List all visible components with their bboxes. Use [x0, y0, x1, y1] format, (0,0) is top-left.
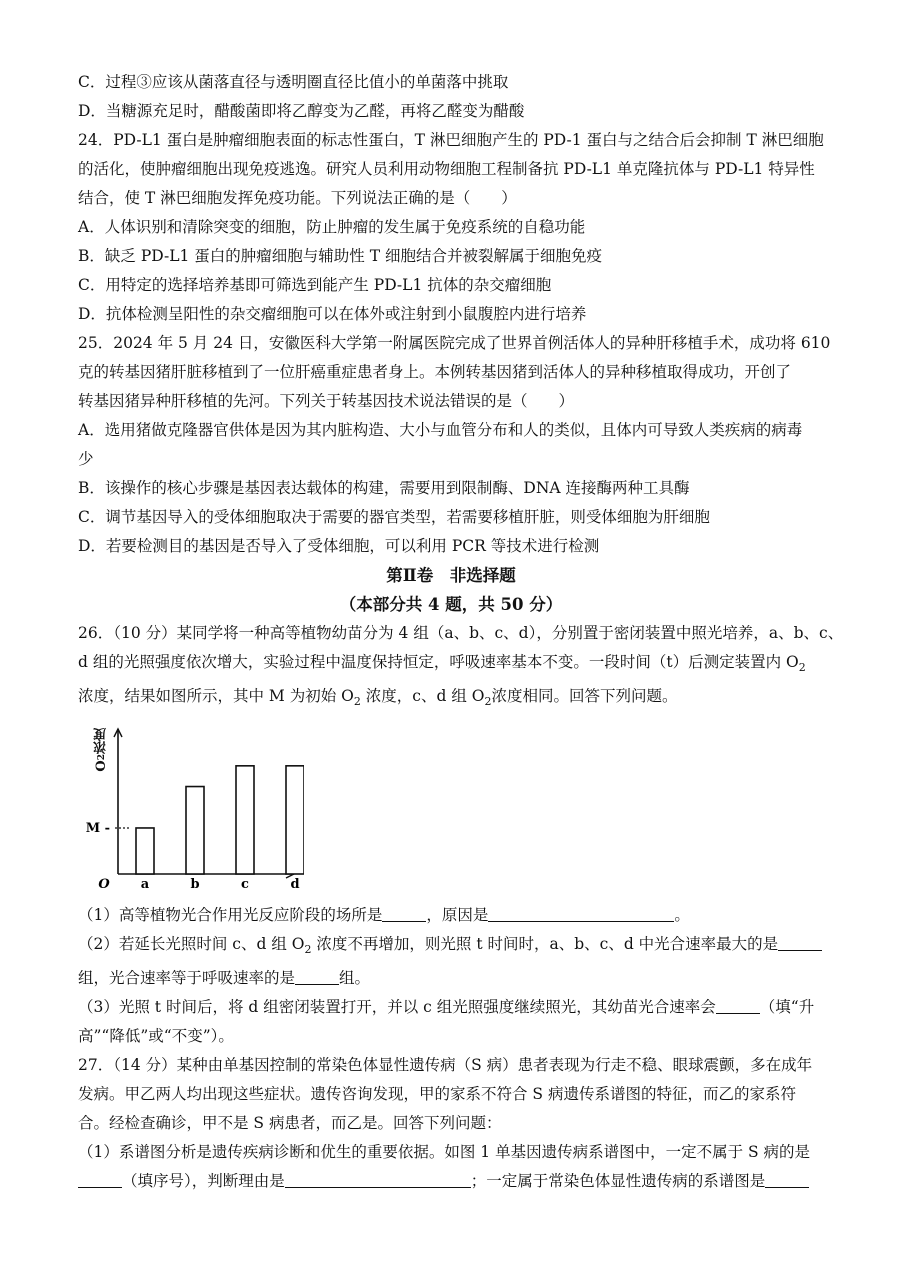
q26-part3-line1: （3）光照 t 时间后，将 d 组密闭装置打开，并以 c 组光照强度继续照光，其幼苗光合速率会 （填“升: [78, 998, 815, 1017]
q24-option-a: A．人体识别和清除突变的细胞，防止肿瘤的发生属于免疫系统的自稳功能: [78, 218, 586, 236]
x-tick-b: b: [190, 877, 200, 893]
answer-blank[interactable]: [778, 934, 822, 951]
answer-blank[interactable]: [488, 905, 674, 922]
q24-stem-line3: 结合，使 T 淋巴细胞发挥免疫功能。下列说法正确的是（ ）: [78, 189, 517, 207]
section-subtitle: （本部分共 4 题，共 50 分）: [339, 595, 563, 614]
x-tick-a: a: [140, 877, 150, 893]
option-d-prev: D．当糖源充足时，醋酸菌即将乙醇变为乙醛，再将乙醛变为醋酸: [78, 102, 525, 120]
q27-stem-line1: 27．（14 分）某种由单基因控制的常染色体显性遗传病（S 病）患者表现为行走不稳、眼球震颤，多在成年: [78, 1056, 813, 1075]
q25-stem-line3: 转基因猪异种肝移植的先河。下列关于转基因技术说法错误的是（ ）: [78, 392, 575, 410]
q24-option-d: D．抗体检测呈阳性的杂交瘤细胞可以在体外或注射到小鼠腹腔内进行培养: [78, 305, 587, 323]
q25-stem-line1: 25．2024 年 5 月 24 日，安徽医科大学第一附属医院完成了世界首例活体人的异种肝移植手术，成功将 610: [78, 334, 831, 352]
o2-bar-chart: [84, 724, 304, 899]
x-tick-c: c: [241, 877, 249, 893]
q25-option-a: A．选用猪做克隆器官供体是因为其内脏构造、大小与血管分布和人的类似，且体内可导致人类疾病的病毒: [78, 421, 803, 439]
q26-stem-line1: 26．（10 分）某同学将一种高等植物幼苗分为 4 组（a、b、c、d），分别置于密闭装置中照光培养，a、b、c、: [78, 624, 844, 642]
answer-blank[interactable]: [765, 1171, 809, 1188]
q25-option-a-cont: 少: [78, 450, 94, 468]
bar-d: [286, 766, 304, 874]
q25-option-c: C．调节基因导入的受体细胞取决于需要的器官类型，若需要移植肝脏，则受体细胞为肝细胞: [78, 508, 710, 526]
section-title: 第Ⅱ卷 非选择题: [386, 566, 516, 585]
answer-blank[interactable]: [285, 1171, 471, 1188]
q26-stem-line2: d 组的光照强度依次增大，实验过程中温度保持恒定，呼吸速率基本不变。一段时间（t）后测定装置内 $O_2$: [78, 653, 806, 675]
q24-stem-line1: 24．PD-L1 蛋白是肿瘤细胞表面的标志性蛋白，T 淋巴细胞产生的 PD-1 蛋白与之结合后会抑制 T 淋巴细胞: [78, 131, 824, 149]
q27-stem-line2: 发病。甲乙两人均出现这些症状。遗传咨询发现，甲的家系不符合 S 病遗传系谱图的特征，而乙的家系符: [78, 1085, 796, 1104]
bar-a: [136, 828, 154, 874]
exam-page: [78, 68, 844, 1196]
answer-blank[interactable]: [295, 968, 339, 985]
q27-part1-line1: （1）系谱图分析是遗传疾病诊断和优生的重要依据。如图 1 单基因遗传病系谱图中，一定不属于 S 病的是: [78, 1143, 811, 1162]
chart-ylabel: O2浓度: [94, 728, 109, 772]
q25-option-d: D．若要检测目的基因是否导入了受体细胞，可以利用 PCR 等技术进行检测: [78, 537, 600, 555]
chart-svg: [84, 724, 304, 899]
q26-part3-line2: 高”“降低”或“不变”）。: [78, 1027, 234, 1046]
q27-stem-line3: 合。经检查确诊，甲不是 S 病患者，而乙是。回答下列问题：: [78, 1114, 502, 1133]
answer-blank[interactable]: [716, 997, 760, 1014]
q25-option-b: B．该操作的核心步骤是基因表达载体的构建，需要用到限制酶、DNA 连接酶两种工具酶: [78, 479, 690, 497]
q26-part2-line2: 组，光合速率等于呼吸速率的是 组。: [78, 969, 371, 988]
q26-part2-line1: （2）若延长光照时间 c、d 组 $O_2$ 浓度不再增加，则光照 t 时间时，a、b、c、d 中光合速率最大的是: [78, 930, 824, 964]
option-c-prev: C．过程③应该从菌落直径与透明圈直径比值小的单菌落中挑取: [78, 73, 509, 91]
q24-stem-line2: 的活化，使肿瘤细胞出现免疫逃逸。研究人员利用动物细胞工程制备抗 PD-L1 单克隆抗体与 PD-L1 特异性: [78, 160, 815, 178]
bar-b: [186, 787, 204, 874]
q24-option-c: C．用特定的选择培养基即可筛选到能产生 PD-L1 抗体的杂交瘤细胞: [78, 276, 552, 294]
answer-blank[interactable]: [382, 905, 426, 922]
q26-part1: （1）高等植物光合作用光反应阶段的场所是 ，原因是 。: [78, 906, 690, 925]
q26-stem-line3: 浓度，结果如图所示，其中 M 为初始 $O_2$ 浓度，c、d 组 $O_2$浓度相同。回答下列问题。: [78, 687, 678, 709]
q25-stem-line2: 克的转基因猪肝脏移植到了一位肝癌重症患者身上。本例转基因猪到活体人的异种移植取得成功，开创了: [78, 363, 792, 381]
answer-blank[interactable]: [78, 1171, 122, 1188]
x-tick-d: d: [290, 877, 300, 893]
bar-c: [236, 766, 254, 874]
q24-option-b: B．缺乏 PD-L1 蛋白的肿瘤细胞与辅助性 T 细胞结合并被裂解属于细胞免疫: [78, 247, 602, 265]
origin-label: O: [98, 877, 110, 893]
reference-label: M -: [85, 821, 110, 837]
q27-part1-line2: （填序号），判断理由是 ；一定属于常染色体显性遗传病的系谱图是: [78, 1167, 824, 1196]
